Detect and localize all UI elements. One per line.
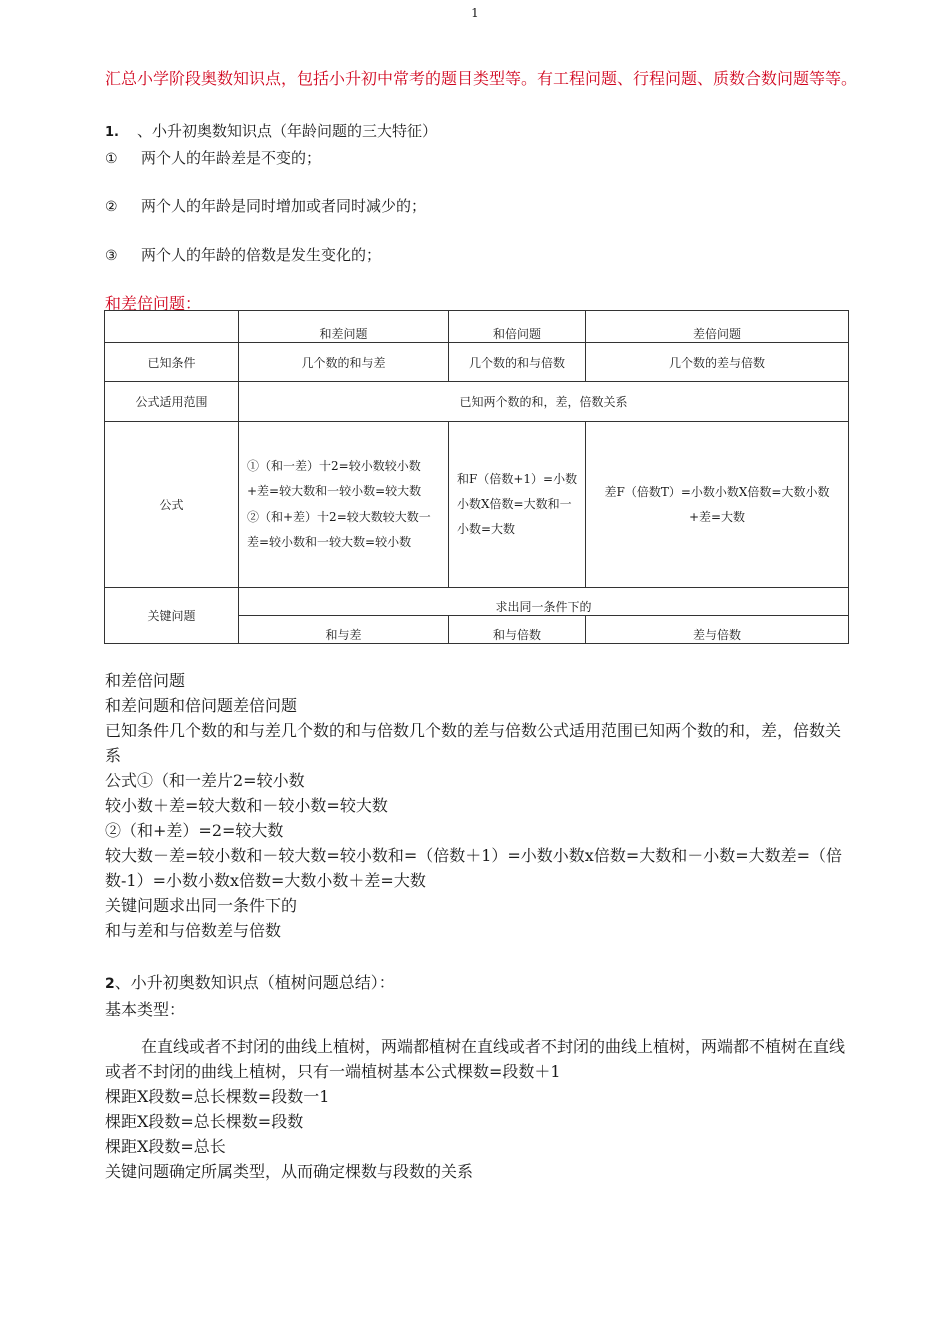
body-line: 和差倍问题 <box>105 671 186 690</box>
section2-number: 2 <box>105 976 115 992</box>
formula-line: ①（和一差）十2=较小数较小数+差=较大数和一较小数=较大数 <box>247 458 422 498</box>
section2 <box>105 970 855 1184</box>
row-label: 关键问题 <box>105 588 239 644</box>
body-line: 棵距X段数=总长 <box>105 1137 226 1156</box>
table-cell: 已知两个数的和，差，倍数关系 <box>239 382 849 422</box>
table-header-row <box>105 311 849 343</box>
formula-cell: 差F（倍数T）=小数小数X倍数=大数小数+差=大数 <box>586 422 849 588</box>
section2-subtitle: 基本类型： <box>105 1000 186 1019</box>
body-line: 和差问题和倍问题差倍问题 <box>105 696 298 715</box>
list-marker: ① <box>105 151 118 167</box>
table-row-formula <box>105 422 849 588</box>
body-line: 关键问题确定所属类型，从而确定棵数与段数的关系 <box>105 1162 474 1181</box>
body-line: 和与差和与倍数差与倍数 <box>105 921 282 940</box>
row-label: 已知条件 <box>105 343 239 382</box>
table-row-scope <box>105 382 849 422</box>
list-item <box>105 147 321 168</box>
body-text <box>105 668 855 943</box>
table-cell: 几个数的和与倍数 <box>449 343 586 382</box>
body-line: ②（和+差）=2=较大数 <box>105 821 284 840</box>
table-cell: 几个数的差与倍数 <box>586 343 849 382</box>
body-line: 关键问题求出同一条件下的 <box>105 896 298 915</box>
list-item <box>105 195 426 216</box>
intro-paragraph: 汇总小学阶段奥数知识点，包括小升初中常考的题目类型等。有工程问题、行程问题、质数合数问题等等。 <box>105 69 858 88</box>
list-item <box>105 244 381 265</box>
page-number: 1 <box>471 6 479 20</box>
list-item-text: 两个人的年龄的倍数是发生变化的； <box>141 246 382 264</box>
list-item-text: 两个人的年龄差是不变的； <box>141 149 322 167</box>
section1-number: 1. <box>105 125 119 140</box>
section2-paragraph: 在直线或者不封闭的曲线上植树，两端都植树在直线或者不封闭的曲线上植树，两端都不植树在直线或者不封闭的曲线上植树，只有一端植树基本公式棵数=段数＋1 <box>105 1037 846 1081</box>
formula-cell <box>239 422 449 588</box>
table-cell: 和与倍数 <box>449 616 586 644</box>
body-line: 已知条件几个数的和与差几个数的和与倍数几个数的差与倍数公式适用范围已知两个数的和，差，倍数关系 <box>105 721 842 765</box>
table-header-cell: 差倍问题 <box>586 311 849 343</box>
section2-title <box>105 970 855 997</box>
body-line: 较大数－差=较小数和－较大数=较小数和=（倍数＋1）=小数小数x倍数=大数和－小数=大数差=（倍数-1）=小数小数x倍数=大数小数＋差=大数 <box>105 846 843 890</box>
section2-title-text: 、小升初奥数知识点（植树问题总结）： <box>114 973 395 992</box>
table-header-cell: 和差问题 <box>239 311 449 343</box>
row-label: 公式 <box>105 422 239 588</box>
table-cell: 和与差 <box>239 616 449 644</box>
table-cell: 求出同一条件下的 <box>239 588 849 616</box>
section1-title-text: 、小升初奥数知识点（年龄问题的三大特征） <box>136 122 437 140</box>
body-line: 较小数＋差=较大数和－较小数=较大数 <box>105 796 388 815</box>
table-row-known <box>105 343 849 382</box>
table-heading: 和差倍问题： <box>105 294 202 313</box>
table-header-cell: 和倍问题 <box>449 311 586 343</box>
list-marker: ③ <box>105 248 118 264</box>
table-cell: 几个数的和与差 <box>239 343 449 382</box>
body-line: 公式①（和一差片2=较小数 <box>105 771 305 790</box>
formula-table <box>104 310 849 644</box>
formula-line: ②（和+差）十2=较大数较大数一差=较小数和一较大数=较小数 <box>247 509 431 549</box>
list-marker: ② <box>105 199 118 215</box>
list-item-text: 两个人的年龄是同时增加或者同时减少的； <box>141 197 427 215</box>
body-line: 棵距X段数=总长棵数=段数 <box>105 1112 304 1131</box>
table-cell: 差与倍数 <box>586 616 849 644</box>
body-line: 棵距X段数=总长棵数=段数一1 <box>105 1087 330 1106</box>
table-corner-cell <box>105 311 239 343</box>
row-label: 公式适用范围 <box>105 382 239 422</box>
table-row-key-top <box>105 588 849 616</box>
section1-title <box>105 120 437 141</box>
formula-cell: 和F（倍数+1）=小数小数X倍数=大数和一小数=大数 <box>449 422 586 588</box>
